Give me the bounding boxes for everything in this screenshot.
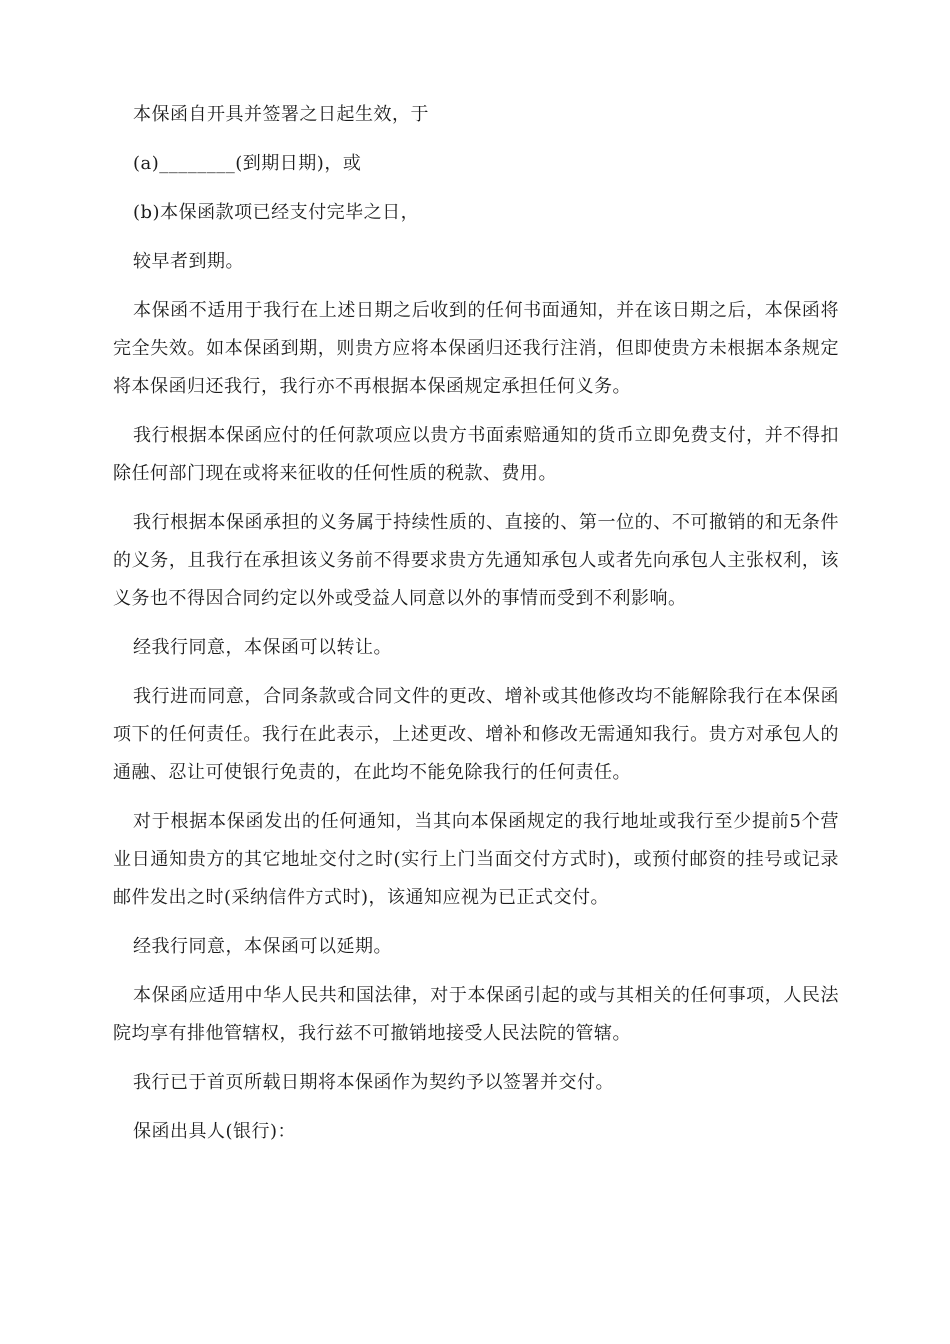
paragraph-amendments: 我行进而同意，合同条款或合同文件的更改、增补或其他修改均不能解除我行在本保函项下的任何责任。我行在此表示，上述更改、增补和修改无需通知我行。贵方对承包人的通融、忍让可使银行免责的，在此均不能免除我行的任何责任。 xyxy=(113,686,839,783)
paragraph-invalidity: 本保函不适用于我行在上述日期之后收到的任何书面通知，并在该日期之后，本保函将完全失效。如本保函到期，则贵方应将本保函归还我行注消，但即使贵方未根据本条规定将本保函归还我行，我行亦不再根据本保函规定承担任何义务。 xyxy=(113,300,839,397)
paragraph-effective-date: 本保函自开具并签署之日起生效，于 xyxy=(133,104,429,125)
paragraph-expiry-rule: 较早者到期。 xyxy=(133,251,244,272)
document-body xyxy=(113,96,839,1151)
paragraph-obligation-nature: 我行根据本保函承担的义务属于持续性质的、直接的、第一位的、不可撤销的和无条件的义务，且我行在承担该义务前不得要求贵方先通知承包人或者先向承包人主张权利，该义务也不得因合同约定以外或受益人同意以外的事情而受到不利影响。 xyxy=(113,512,839,609)
paragraph-transfer: 经我行同意，本保函可以转让。 xyxy=(133,637,392,658)
paragraph-payment-currency: 我行根据本保函应付的任何款项应以贵方书面索赔通知的货币立即免费支付，并不得扣除任何部门现在或将来征收的任何性质的税款、费用。 xyxy=(113,425,839,484)
paragraph-execution: 我行已于首页所载日期将本保函作为契约予以签署并交付。 xyxy=(133,1072,614,1093)
paragraph-notices: 对于根据本保函发出的任何通知，当其向本保函规定的我行地址或我行至少提前5个营业日通知贵方的其它地址交付之时(实行上门当面交付方式时)，或预付邮资的挂号或记录邮件发出之时(采纳信件方式时)，该通知应视为已正式交付。 xyxy=(113,811,839,908)
paragraph-extension: 经我行同意，本保函可以延期。 xyxy=(133,936,392,957)
paragraph-option-b: (b)本保函款项已经支付完毕之日， xyxy=(133,202,420,223)
paragraph-issuer: 保函出具人(银行)： xyxy=(133,1121,297,1142)
paragraph-option-a: (a)________(到期日期)，或 xyxy=(133,153,362,174)
paragraph-governing-law: 本保函应适用中华人民共和国法律，对于本保函引起的或与其相关的任何事项，人民法院均享有排他管辖权，我行兹不可撤销地接受人民法院的管辖。 xyxy=(113,985,839,1044)
